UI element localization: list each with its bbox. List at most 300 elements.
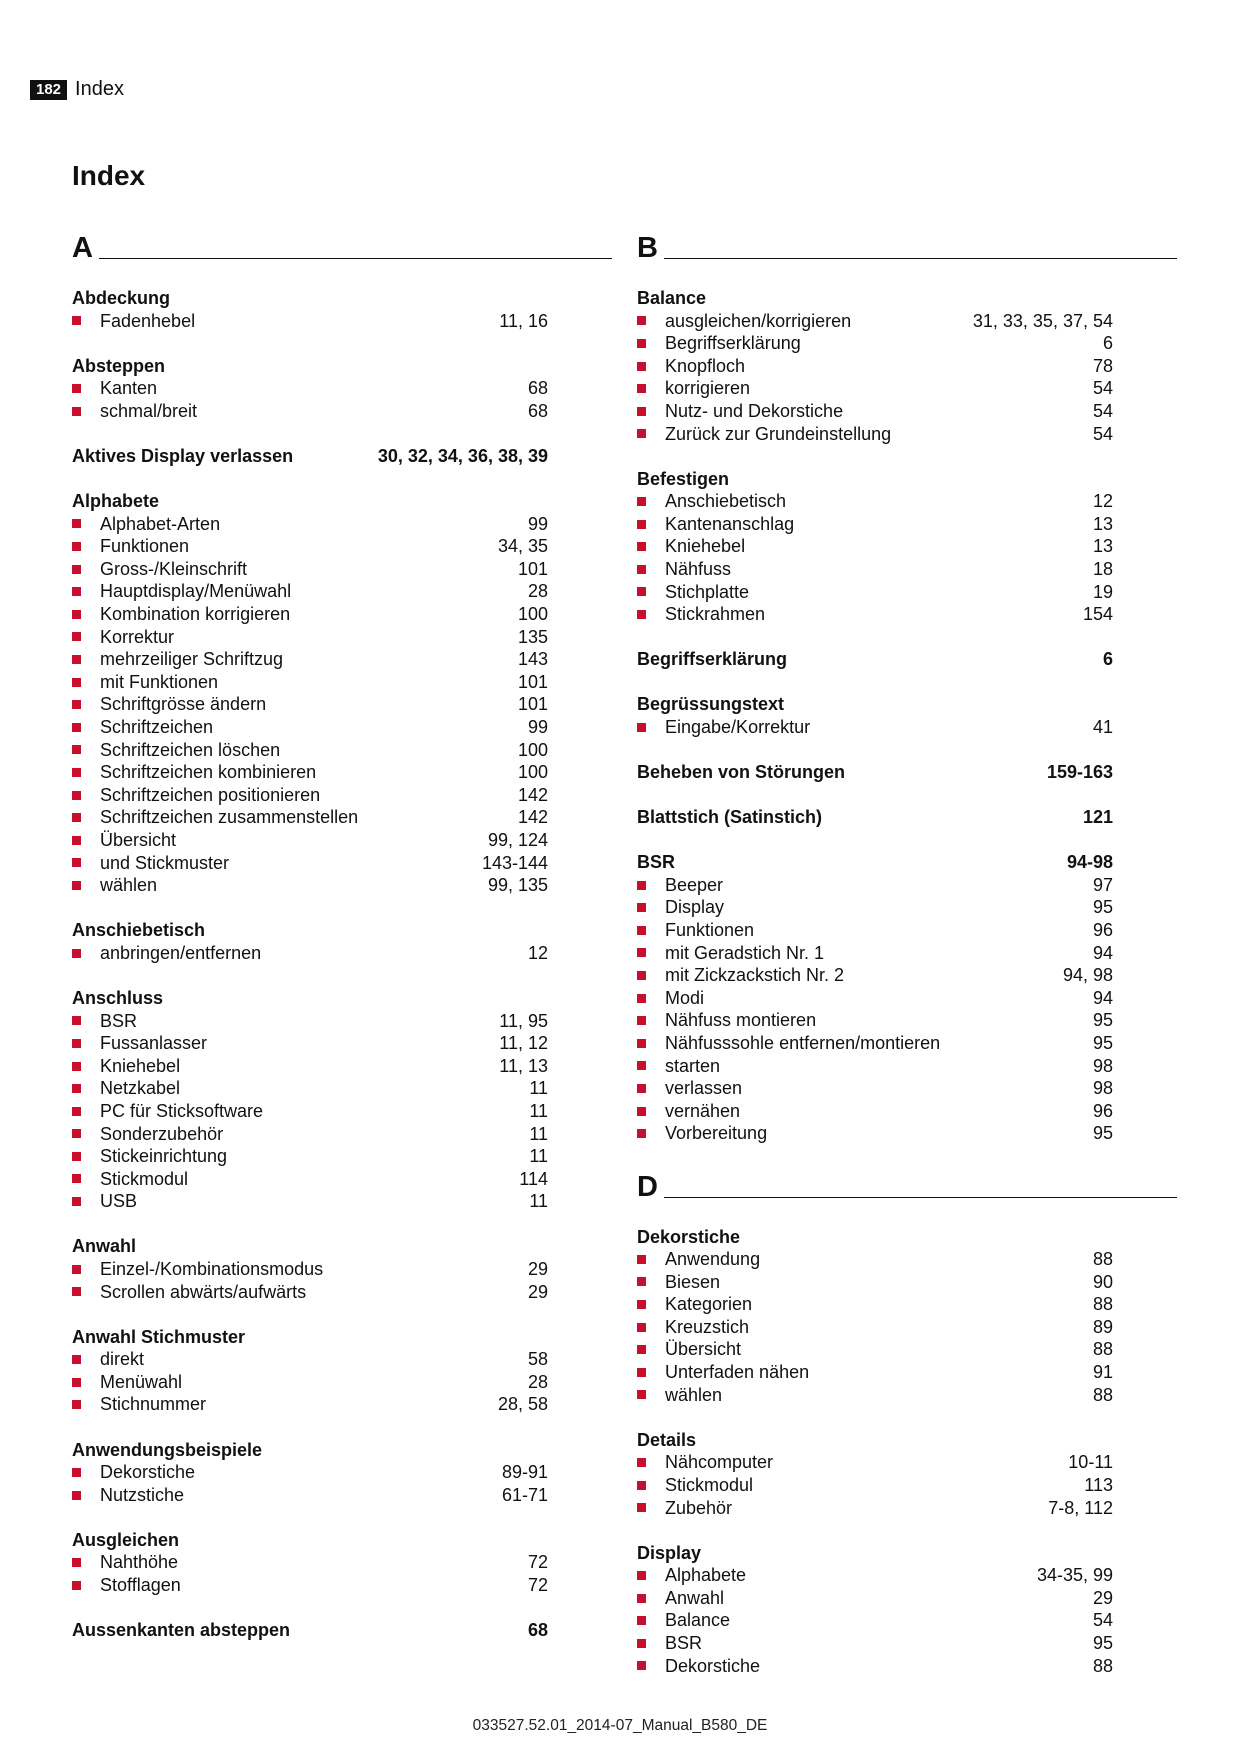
square-bullet-icon [72,1400,81,1409]
subentry-label: Stickmodul [100,1168,189,1189]
square-bullet-icon [637,1323,646,1332]
square-bullet-icon [72,836,81,845]
index-subentry [72,784,548,807]
square-bullet-icon [72,407,81,416]
index-subentry [637,1632,1113,1655]
subentry-label: Schriftzeichen [100,717,214,737]
square-bullet-icon [72,1558,81,1567]
subentry-label: Nähcomputer [665,1452,774,1473]
subentry-label: Biesen [665,1271,721,1292]
index-subentry [72,1551,548,1574]
letter-char: A [72,232,93,264]
index-subentry [637,1009,1113,1032]
subentry-pages: 11, 95 [499,1010,548,1031]
index-entry [637,806,1177,829]
page-number: 182 [30,80,67,100]
index-subentry [72,626,548,649]
subentry-label: Anwendung [665,1249,761,1270]
subentry-pages: 96 [1092,1100,1113,1121]
square-bullet-icon [637,903,646,912]
square-bullet-icon [637,1255,646,1264]
square-bullet-icon [72,949,81,958]
index-entry [72,1326,612,1416]
index-subentry [72,1145,548,1168]
subentry-pages: 98 [1092,1055,1113,1076]
index-entry-heading [72,1529,548,1552]
square-bullet-icon [637,881,646,890]
index-entry [72,1235,612,1303]
subentry-label: Dekorstiche [665,1655,761,1676]
entry-heading-text: Anwahl Stichmuster [72,1326,246,1347]
index-subentry [637,490,1113,513]
subentry-label: Netzkabel [100,1078,181,1099]
subentry-label: Kombination korrigieren [100,604,291,625]
subentry-label: Nutz- und Dekorstiche [665,400,844,421]
index-entry [72,355,612,423]
square-bullet-icon [72,655,81,664]
letter-rule [664,258,1177,259]
index-subentry [72,1168,548,1191]
square-bullet-icon [72,565,81,574]
entry-heading-pages: 6 [1102,649,1113,670]
index-subentry [637,1032,1113,1055]
square-bullet-icon [72,1129,81,1138]
square-bullet-icon [72,610,81,619]
index-entry-heading [637,806,1113,829]
index-subentry [637,581,1113,604]
subentry-pages: 98 [1092,1078,1113,1099]
entry-heading-text: Display [637,1542,702,1563]
subentry-pages: 29 [527,1258,548,1279]
square-bullet-icon [72,384,81,393]
square-bullet-icon [637,429,646,438]
subentry-label: Korrektur [100,626,175,647]
subentry-pages: 58 [527,1349,548,1370]
square-bullet-icon [72,1287,81,1296]
subentry-label: mit Zickzackstich Nr. 2 [665,965,845,986]
subentry-pages: 142 [517,784,548,805]
subentry-pages: 135 [517,626,548,647]
subentry-label: Schriftzeichen kombinieren [100,762,317,783]
index-entry-heading [637,761,1113,784]
entry-heading-pages: 94-98 [1066,852,1113,873]
index-subentry [72,1371,548,1394]
index-entry [637,1429,1177,1519]
index-entry-heading [637,468,1113,491]
square-bullet-icon [637,1594,646,1603]
index-subentry [72,1574,548,1597]
square-bullet-icon [637,316,646,325]
subentry-label: PC für Sticksoftware [100,1100,264,1121]
index-entry-heading [637,1226,1113,1249]
subentry-label: Kniehebel [100,1055,181,1076]
index-entry [637,468,1177,626]
index-subentry [637,1077,1113,1100]
index-subentry [637,513,1113,536]
index-subentry [72,535,548,558]
square-bullet-icon [72,1062,81,1071]
square-bullet-icon [637,1368,646,1377]
square-bullet-icon [637,1300,646,1309]
square-bullet-icon [637,1616,646,1625]
subentry-pages: 28, 58 [497,1394,548,1415]
index-subentry [72,761,548,784]
subentry-pages: 34, 35 [497,536,548,557]
entry-heading-text: Aktives Display verlassen [72,445,294,466]
index-subentry [637,400,1113,423]
square-bullet-icon [637,1481,646,1490]
subentry-pages: 28 [527,581,548,602]
subentry-pages: 88 [1092,1294,1113,1315]
index-entry-heading [72,445,548,468]
subentry-pages: 12 [1092,491,1113,512]
subentry-pages: 78 [1092,355,1113,376]
subentry-label: Schriftgrösse ändern [100,694,267,715]
subentry-pages: 99, 124 [487,829,548,850]
subentry-pages: 11, 16 [499,310,548,331]
entry-heading-pages: 68 [527,1620,548,1641]
subentry-pages: 88 [1092,1384,1113,1405]
subentry-label: vernähen [665,1100,741,1121]
subentry-label: Beeper [665,874,724,895]
index-subentry [637,964,1113,987]
index-subentry [637,1655,1113,1678]
square-bullet-icon [72,858,81,867]
square-bullet-icon [72,1174,81,1183]
subentry-pages: 68 [527,400,548,421]
subentry-pages: 6 [1102,333,1113,354]
square-bullet-icon [72,587,81,596]
square-bullet-icon [72,1265,81,1274]
index-subentry [72,310,548,333]
square-bullet-icon [637,520,646,529]
subentry-label: mit Funktionen [100,671,219,692]
subentry-pages: 99 [527,513,548,534]
subentry-label: Gross-/Kleinschrift [100,558,248,579]
entry-heading-text: Anwendungsbeispiele [72,1439,263,1460]
square-bullet-icon [72,632,81,641]
entry-heading-text: Aussenkanten absteppen [72,1620,291,1641]
subentry-pages: 143-144 [481,852,548,873]
square-bullet-icon [637,971,646,980]
index-subentry [637,1384,1113,1407]
subentry-label: BSR [665,1633,703,1653]
square-bullet-icon [637,384,646,393]
entry-heading-text: Abdeckung [72,288,171,308]
subentry-label: Scrollen abwärts/aufwärts [100,1281,307,1302]
index-subentry [72,1258,548,1281]
square-bullet-icon [637,926,646,935]
index-subentry [637,1316,1113,1339]
index-entry [637,287,1177,445]
entry-list-b [637,287,1177,1145]
index-subentry [72,716,548,739]
index-subentry [637,558,1113,581]
header-section-title: Index [75,78,124,100]
subentry-pages: 11 [529,1100,548,1121]
subentry-pages: 72 [527,1575,548,1595]
index-entry-heading [637,1542,1113,1565]
subentry-pages: 94, 98 [1062,965,1113,986]
index-entry [637,1226,1177,1407]
subentry-pages: 100 [517,739,548,760]
index-entry-heading [72,1439,548,1462]
square-bullet-icon [637,1107,646,1116]
index-subentry [72,580,548,603]
entry-heading-text: BSR [637,852,676,873]
subentry-label: Übersicht [100,829,177,850]
subentry-label: Alphabet-Arten [100,513,221,534]
entry-heading-text: Anschiebetisch [72,920,206,941]
subentry-pages: 72 [527,1552,548,1573]
subentry-label: Kategorien [665,1294,753,1315]
subentry-label: anbringen/entfernen [100,942,262,963]
subentry-label: direkt [100,1349,145,1370]
subentry-label: Menüwahl [100,1371,183,1392]
subentry-label: Stichplatte [665,581,750,602]
index-subentry [637,1271,1113,1294]
index-subentry [72,377,548,400]
subentry-pages: 11, 12 [499,1033,548,1054]
index-column-left [72,225,612,1664]
entry-heading-text: Balance [637,288,707,308]
index-subentry [72,1010,548,1033]
subentry-label: Kniehebel [665,536,746,557]
index-subentry [72,1393,548,1416]
index-subentry [637,1055,1113,1078]
subentry-label: Hauptdisplay/Menüwahl [100,581,292,602]
index-entry-heading [72,287,548,310]
subentry-label: Vorbereitung [665,1123,768,1144]
subentry-pages: 19 [1092,581,1113,602]
subentry-pages: 11 [529,1146,548,1167]
entry-heading-text: Befestigen [637,468,730,489]
entry-list-d [637,1226,1177,1678]
subentry-pages: 13 [1092,536,1113,557]
square-bullet-icon [72,1378,81,1387]
index-subentry [72,1032,548,1055]
subentry-pages: 97 [1092,874,1113,895]
subentry-pages: 90 [1092,1271,1113,1292]
index-entry [72,490,612,897]
index-subentry [72,1281,548,1304]
index-subentry [637,874,1113,897]
subentry-pages: 29 [527,1281,548,1302]
subentry-label: Nahthöhe [100,1552,179,1573]
subentry-pages: 99, 135 [487,875,548,896]
index-entry [637,851,1177,1145]
index-subentry [72,739,548,762]
subentry-pages: 95 [1092,1033,1113,1054]
entry-heading-text: Alphabete [72,491,160,512]
subentry-label: Fadenhebel [100,310,196,331]
index-subentry [72,1100,548,1123]
index-subentry [637,1497,1113,1520]
index-subentry [72,852,548,875]
subentry-pages: 154 [1082,604,1113,625]
index-entry [72,919,612,964]
subentry-label: ausgleichen/korrigieren [665,310,852,331]
subentry-label: Zurück zur Grundeinstellung [665,423,892,444]
entry-heading-text: Anschluss [72,987,164,1008]
subentry-label: Zubehör [665,1497,733,1518]
square-bullet-icon [637,1061,646,1070]
square-bullet-icon [637,1084,646,1093]
subentry-label: Anwahl [665,1587,725,1608]
square-bullet-icon [72,881,81,890]
index-subentry [72,1348,548,1371]
subentry-pages: 96 [1092,920,1113,941]
square-bullet-icon [637,1458,646,1467]
subentry-label: BSR [100,1010,138,1031]
square-bullet-icon [637,1390,646,1399]
page-header [30,78,124,101]
square-bullet-icon [637,1639,646,1648]
letter-heading-d [637,1164,1177,1202]
subentry-label: Stickrahmen [665,604,766,625]
index-column-right [637,225,1177,1700]
subentry-pages: 61-71 [501,1484,548,1505]
index-entry-heading [72,987,548,1010]
subentry-label: Display [665,897,725,918]
subentry-pages: 89-91 [501,1462,548,1483]
index-entry-heading [637,287,1113,310]
letter-rule [99,258,612,259]
letter-heading-a [72,225,612,263]
subentry-label: Fussanlasser [100,1033,208,1054]
subentry-label: Kantenanschlag [665,513,795,534]
index-entry-heading [72,1619,548,1642]
square-bullet-icon [72,542,81,551]
index-entry-heading [637,851,1113,874]
square-bullet-icon [637,1016,646,1025]
subentry-pages: 11, 13 [499,1055,548,1076]
index-subentry [637,1451,1113,1474]
square-bullet-icon [72,1107,81,1116]
square-bullet-icon [72,700,81,709]
square-bullet-icon [637,994,646,1003]
subentry-pages: 54 [1092,423,1113,444]
entry-heading-text: Ausgleichen [72,1529,180,1550]
subentry-pages: 54 [1092,400,1113,421]
subentry-pages: 54 [1092,378,1113,399]
index-subentry [72,1123,548,1146]
subentry-label: schmal/breit [100,400,198,421]
subentry-pages: 99 [527,717,548,737]
index-entry [637,648,1177,671]
subentry-label: Begriffserklärung [665,333,801,354]
entry-heading-text: Blattstich (Satinstich) [637,807,823,828]
index-subentry [72,829,548,852]
subentry-label: Nähfuss montieren [665,1010,817,1031]
square-bullet-icon [637,1661,646,1670]
subentry-label: Nähfusssohle entfernen/montieren [665,1033,941,1054]
index-subentry [637,423,1113,446]
index-subentry [72,806,548,829]
square-bullet-icon [72,1084,81,1093]
index-subentry [72,1077,548,1100]
subentry-pages: 18 [1092,559,1113,580]
square-bullet-icon [72,1468,81,1477]
subentry-label: Eingabe/Korrektur [665,717,811,737]
square-bullet-icon [637,362,646,371]
entry-heading-pages: 159-163 [1046,762,1113,783]
subentry-pages: 88 [1092,1655,1113,1676]
subentry-label: Stofflagen [100,1575,181,1595]
index-subentry [637,332,1113,355]
index-entry [637,693,1177,738]
subentry-label: wählen [665,1384,723,1405]
subentry-pages: 29 [1092,1587,1113,1608]
square-bullet-icon [72,1491,81,1500]
square-bullet-icon [72,1355,81,1364]
index-subentry [637,1609,1113,1632]
subentry-label: Funktionen [665,920,755,941]
index-entry-heading [637,648,1113,671]
index-subentry [637,896,1113,919]
subentry-pages: 31, 33, 35, 37, 54 [972,310,1113,331]
entry-heading-text: Absteppen [72,355,166,376]
index-subentry [72,603,548,626]
index-entry-heading [72,490,548,513]
document-footer: 033527.52.01_2014-07_Manual_B580_DE [472,1717,768,1734]
subentry-pages: 94 [1092,942,1113,963]
letter-char: B [637,232,658,264]
subentry-pages: 13 [1092,513,1113,534]
square-bullet-icon [72,678,81,687]
index-subentry [637,603,1113,626]
subentry-label: korrigieren [665,378,751,399]
subentry-label: Einzel-/Kombinationsmodus [100,1258,324,1279]
subentry-pages: 88 [1092,1339,1113,1360]
index-entry [72,445,612,468]
square-bullet-icon [72,745,81,754]
index-entry-heading [637,693,1113,716]
subentry-pages: 91 [1092,1362,1113,1383]
index-subentry [72,942,548,965]
subentry-label: Dekorstiche [100,1462,196,1483]
index-entry-heading [72,1235,548,1258]
subentry-pages: 7-8, 112 [1048,1497,1113,1518]
index-subentry [72,1190,548,1213]
square-bullet-icon [72,1152,81,1161]
subentry-label: Kreuzstich [665,1316,750,1337]
subentry-label: Schriftzeichen zusammenstellen [100,807,359,828]
subentry-label: Stickeinrichtung [100,1146,228,1167]
entry-list-a [72,287,612,1642]
index-subentry [637,1100,1113,1123]
square-bullet-icon [637,1571,646,1580]
entry-heading-pages: 30, 32, 34, 36, 38, 39 [377,445,548,466]
subentry-pages: 114 [519,1168,548,1189]
index-subentry [637,355,1113,378]
square-bullet-icon [637,610,646,619]
index-subentry [637,1474,1113,1497]
square-bullet-icon [637,339,646,348]
subentry-label: Funktionen [100,536,190,557]
subentry-pages: 94 [1092,987,1113,1008]
subentry-label: und Stickmuster [100,852,230,873]
index-entry [72,1529,612,1597]
index-subentry [637,919,1113,942]
square-bullet-icon [637,565,646,574]
index-subentry [637,942,1113,965]
index-subentry [72,693,548,716]
subentry-label: Knopfloch [665,355,746,376]
subentry-label: Alphabete [665,1565,747,1586]
square-bullet-icon [637,723,646,732]
subentry-label: Nutzstiche [100,1484,185,1505]
